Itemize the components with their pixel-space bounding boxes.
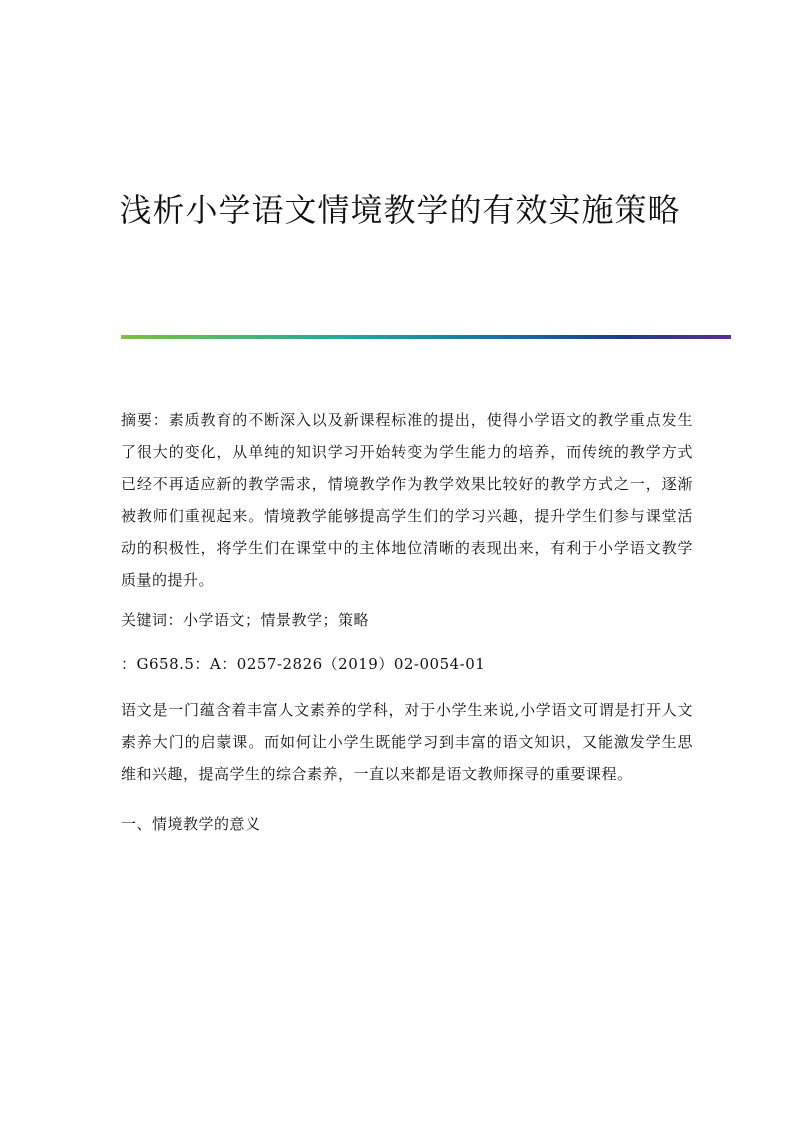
title-divider bbox=[121, 335, 731, 339]
abstract-paragraph: 摘要：素质教育的不断深入以及新课程标准的提出，使得小学语文的教学重点发生了很大的变化，从单纯的知识学习开始转变为学生能力的培养，而传统的教学方式已经不再适应新的教学需求，情境教学作为教学效果比较好的教学方式之一，逐渐被教师们重视起来。情境教学能够提高学生们的学习兴趣，提升学生们参与课堂活动的积极性，将学生们在课堂中的主体地位清晰的表现出来，有利于小学语文教学质量的提升。 bbox=[121, 411, 693, 589]
document-title: 浅析小学语文情境教学的有效实施策略 bbox=[119, 191, 681, 229]
section-heading: 一、情境教学的意义 bbox=[121, 815, 261, 833]
document-body bbox=[121, 404, 693, 840]
classification-line: ：G658.5：A：0257-2826（2019）02-0054-01 bbox=[121, 655, 486, 673]
intro-paragraph: 语文是一门蕴含着丰富人文素养的学科，对于小学生来说,小学语文可谓是打开人文素养大门的启蒙课。而如何让小学生既能学习到丰富的语文知识，又能激发学生思维和兴趣，提高学生的综合素养，一直以来都是语文教师探寻的重要课程。 bbox=[121, 701, 693, 783]
keywords-line: 关键词：小学语文；情景教学；策略 bbox=[121, 611, 370, 629]
